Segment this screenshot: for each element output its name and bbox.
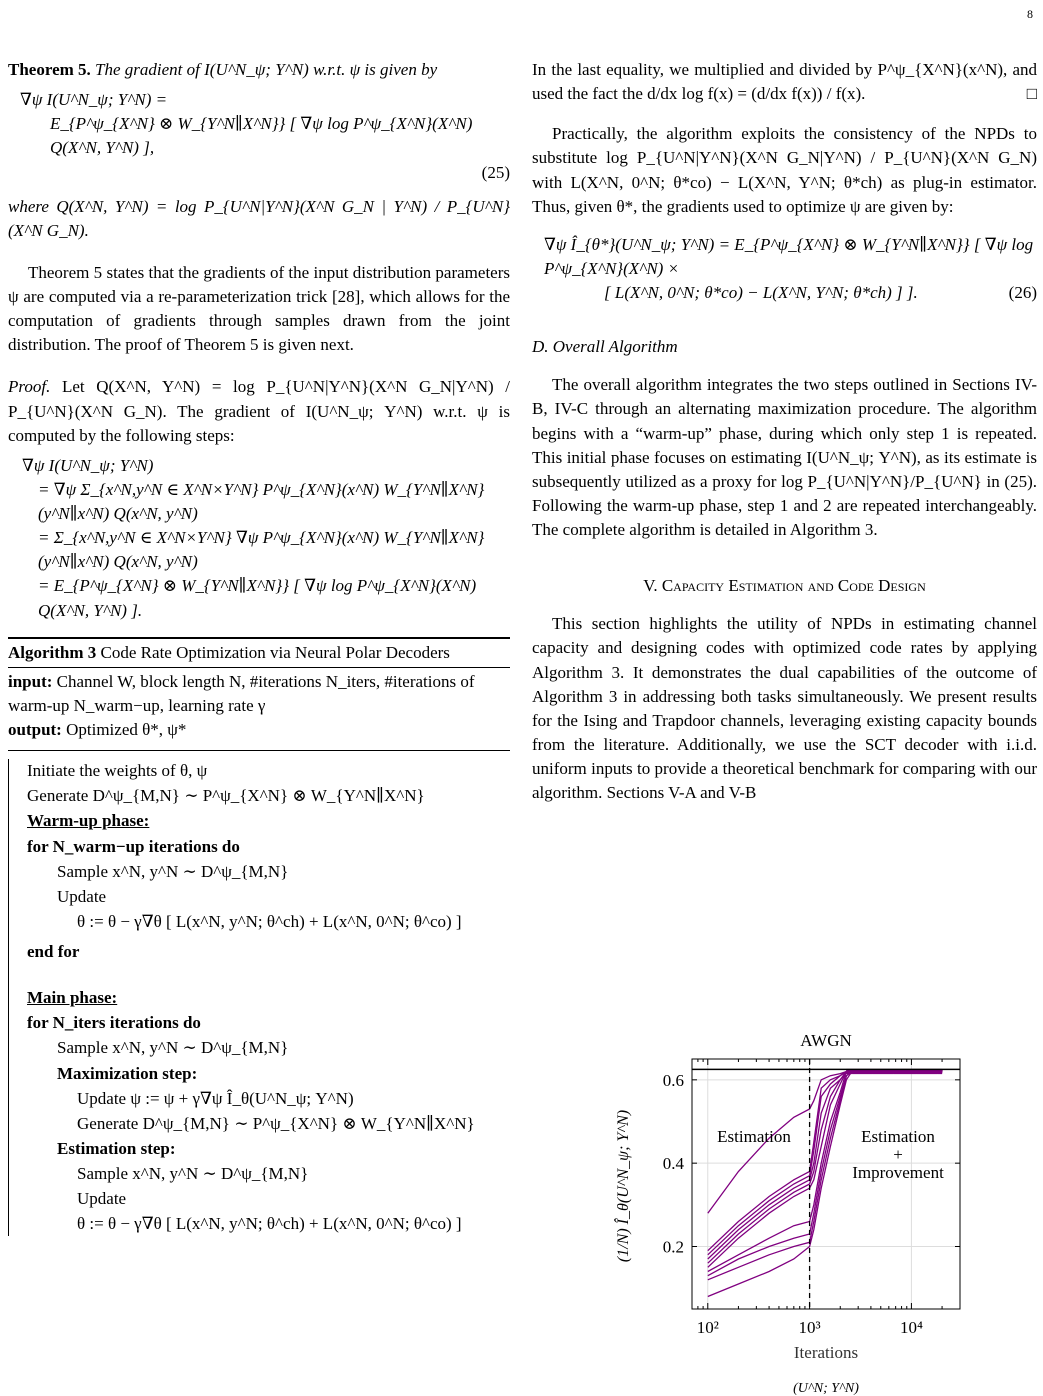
equation-26 [544,233,1037,305]
proof-text: Let Q(X^N, Y^N) = log P_{U^N|Y^N}(X^N G_N|Y^N) / P_{U^N}(X^N G_N). The gradient of I(U^N_ψ; Y^N) w.r.t. ψ is computed by the following steps: [8,377,511,445]
series-line [708,1072,942,1297]
algorithm-label: Algorithm 3 [8,642,97,662]
proof-step: = ∇ψ Σ_{x^N,y^N ∈ X^N×Y^N} P^ψ_{X^N}(x^N) W_{Y^N∥X^N}(y^N∥x^N) Q(x^N, y^N) [38,479,485,523]
alg-line: Generate D^ψ_{M,N} ∼ P^ψ_{X^N} ⊗ W_{Y^N∥X^N} [77,1113,475,1133]
annotation-estimation-2: Estimation [861,1127,935,1146]
eq25-rhs: E_{P^ψ_{X^N} ⊗ W_{Y^N∥X^N}} [ ∇ψ log P^ψ_{X^N}(X^N) Q(X^N, Y^N) ], [50,114,473,158]
alg-line: Sample x^N, y^N ∼ D^ψ_{M,N} [57,1038,289,1058]
alg-output-text: Optimized θ*, ψ* [66,720,187,739]
x-tick-label: 10² [696,1318,719,1337]
section-heading: V. Capacity Estimation and Code Design [643,576,926,596]
right-column [532,58,1037,1396]
algorithm-body [8,759,510,1236]
algorithm-title: Code Rate Optimization via Neural Polar Decoders [100,642,450,662]
x-axis-label: Iterations [793,1343,859,1362]
awgn-chart [532,1026,1037,1396]
alg-line: for N_iters iterations do [27,1013,201,1033]
paragraph-theorem5-explanation: Theorem 5 states that the gradients of the input distribution parameters ψ are computed via a re-parameterization trick [28], which allows for the computation of gradients through samples drawn from the joint distribution. The proof of Theorem 5 is given next. [8,262,510,355]
annotation-improvement: Improvement [852,1163,944,1182]
page-number: 8 [1027,7,1033,21]
alg-line: Sample x^N, y^N ∼ D^ψ_{M,N} [57,861,289,881]
qed-symbol: □ [1026,84,1037,104]
y-axis-label: (1/N) Î_θ(U^N_ψ; Y^N) [615,1109,632,1263]
theorem-5 [8,58,510,82]
eq26-line2-text: [ L(X^N, 0^N; θ*co) − L(X^N, Y^N; θ*ch) ] ]. [604,283,918,302]
alg-line: end for [27,942,80,961]
plot-frame [692,1059,960,1309]
alg-main-heading: Main phase: [27,988,118,1008]
eq26-line2 [604,281,1037,305]
proof-step: ∇ψ I(U^N_ψ; Y^N) [22,455,154,475]
left-column [8,58,510,1237]
chart-title: AWGN [800,1031,852,1050]
y-tick-label: 0.4 [662,1154,684,1174]
paragraph-overall-algorithm: The overall algorithm integrates the two steps outlined in Sections IV-B, IV-C through an alternating maximization procedure. The algorithm begins with a “warm-up” phase, during which only step 1 is repeated. This initial phase focuses on estimating I(U^N_ψ; Y^N), as its estimate is subsequently utilized as a proxy for log P_{U^N|Y^N}/P_{U^N} in (25). Following the warm-up phase, step 1 and 2 are repeated interchangeably. The complete algorithm is detailed in Algorithm 3. [532,375,1037,539]
alg-line: θ := θ − γ∇θ [ L(x^N, y^N; θ^ch) + L(x^N, 0^N; θ^co) ] [77,911,462,931]
alg-line: Estimation step: [57,1138,176,1158]
chart-series [708,1069,942,1297]
alg-line: Sample x^N, y^N ∼ D^ψ_{M,N} [77,1164,309,1183]
alg-line: θ := θ − γ∇θ [ L(x^N, y^N; θ^ch) + L(x^N, 0^N; θ^co) ] [77,1214,462,1234]
alg-line: Maximization step: [57,1063,198,1083]
alg-line: Generate D^ψ_{M,N} ∼ P^ψ_{X^N} ⊗ W_{Y^N∥X^N} [27,786,425,806]
annotation-estimation: Estimation [717,1127,791,1146]
alg-line: Initiate the weights of θ, ψ [27,761,208,781]
x-tick-label: 10³ [798,1318,821,1337]
paragraph-text: In the last equality, we multiplied and divided by P^ψ_{X^N}(x^N), and used the fact the d/dx log f(x) = (d/dx f(x)) / f(x). [532,60,1037,104]
algorithm-header [8,637,510,668]
annotation-plus: + [893,1145,903,1164]
paragraph-capacity: This section highlights the utility of NPDs in estimating channel capacity and designing codes with optimized code rates by applying Algorithm 3. It demonstrates the dual capabilities of the outcome of Algorithm 3 in addressing both tasks simultaneously. We present results for the Ising and Trapdoor channels, leveraging existing capacity bounds from the literature. Additionally, we use the SCT decoder with i.i.d. uniform inputs to provide a theoretical benchmark for comparing with our algorithm. Sections V-A and V-B [532,614,1037,803]
alg-output-label: output: [8,720,62,739]
eq25-lhs: ∇ψ I(U^N_ψ; Y^N) = [20,90,168,110]
eq25-number: (25) [481,162,510,182]
proof-steps [8,454,510,623]
figure-caption-partial: (U^N; Y^N) [793,1381,859,1396]
paragraph-last-equality [532,58,1037,106]
alg-line: Update ψ := ψ + γ∇ψ Î_θ(U^N_ψ; Y^N) [77,1088,354,1108]
x-tick-label: 10⁴ [899,1318,923,1337]
alg-line: for N_warm−up iterations do [27,836,240,856]
proof-step: = Σ_{x^N,y^N ∈ X^N×Y^N} ∇ψ P^ψ_{X^N}(x^N) W_{Y^N∥X^N}(y^N∥x^N) Q(x^N, y^N) [38,528,485,572]
eq26-number: (26) [1008,283,1037,302]
where-text: where Q(X^N, Y^N) = log P_{U^N|Y^N}(X^N G_N | Y^N) / P_{U^N}(X^N G_N). [8,196,510,240]
theorem-text: The gradient of I(U^N_ψ; Y^N) w.r.t. ψ is given by [95,60,438,79]
y-tick-label: 0.2 [662,1237,684,1257]
alg-line: Update [57,886,107,906]
proof-step: = E_{P^ψ_{X^N} ⊗ W_{Y^N∥X^N}} [ ∇ψ log P^ψ_{X^N}(X^N) Q(X^N, Y^N) ]. [38,576,477,620]
subsection-heading: D. Overall Algorithm [532,337,678,357]
eq26-line1: ∇ψ Î_{θ*}(U^N_ψ; Y^N) = E_{P^ψ_{X^N} ⊗ W_{Y^N∥X^N}} [ ∇ψ log P^ψ_{X^N}(X^N) × [544,234,1034,278]
y-tick-label: 0.6 [662,1070,684,1090]
alg-input-text: Channel W, block length N, #iterations N_iters, #iterations of warm-up N_warm−up, learning rate γ [8,671,475,715]
algorithm-io [8,668,510,751]
alg-line: Update [77,1189,127,1209]
paragraph-practically: Practically, the algorithm exploits the consistency of the NPDs to substitute log P_{U^N|Y^N}(X^N G_N|Y^N) / P_{U^N}(X^N G_N) with L(X^N, 0^N; θ*co) − L(X^N, Y^N; θ*ch) as plug-in estimator. Thus, given θ*, the gradients used to optimize ψ are given by: [532,124,1037,216]
proof-paragraph [8,375,510,447]
equation-25 [20,88,510,185]
alg-input-label: input: [8,671,53,691]
alg-warmup-heading: Warm-up phase: [27,811,150,831]
proof-label: Proof. [8,377,51,397]
theorem-label: Theorem 5. [8,60,91,79]
chart-grid [692,1059,960,1309]
